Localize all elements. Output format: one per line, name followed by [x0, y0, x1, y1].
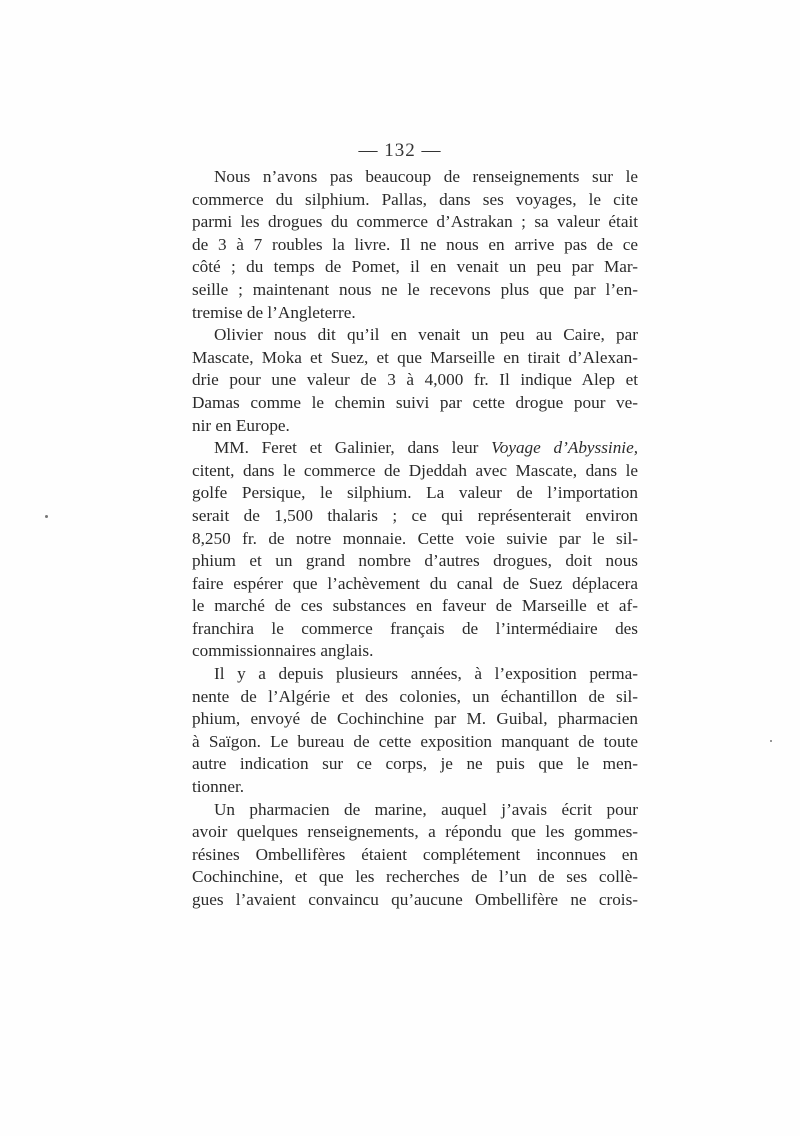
text-line: parmi les drogues du commerce d’Astrakan ; sa valeur était	[192, 212, 638, 232]
text-line: résines Ombellifères étaient complétement inconnues en	[192, 844, 638, 864]
paper-speck	[45, 515, 48, 518]
text-line: à Saïgon. Le bureau de cette exposition manquant de toute	[192, 731, 638, 751]
paragraph-2	[192, 324, 638, 437]
text-line: tionner.	[192, 777, 245, 797]
text-line: Nous n’avons pas beaucoup de renseignements sur le	[214, 167, 638, 186]
text-line: 8,250 fr. de notre monnaie. Cette voie suivie par le sil-	[192, 528, 638, 548]
paper-speck	[770, 740, 772, 742]
text-line: côté ; du temps de Pomet, il en venait un peu par Mar-	[192, 257, 638, 277]
text-line: Mascate, Moka et Suez, et que Marseille en tirait d’Alexan-	[192, 347, 638, 367]
text-line: Il y a depuis plusieurs années, à l’exposition perma-	[214, 664, 638, 684]
paragraph-5	[192, 799, 638, 912]
text-line: drie pour une valeur de 3 à 4,000 fr. Il indique Alep et	[192, 370, 638, 390]
text-line: le marché de ces substances en faveur de Marseille et af-	[192, 596, 638, 616]
text-line: commerce du silphium. Pallas, dans ses voyages, le cite	[192, 189, 638, 209]
text-line: de 3 à 7 roubles la livre. Il ne nous en arrive pas de ce	[192, 234, 638, 254]
text-line: avoir quelques renseignements, a répondu que les gommes-	[192, 822, 638, 842]
text-line: franchira le commerce français de l’intermédiaire des	[192, 618, 638, 638]
text-line: Damas comme le chemin suivi par cette drogue pour ve-	[192, 392, 638, 412]
paragraph-4	[192, 663, 638, 799]
text-line: nente de l’Algérie et des colonies, un échantillon de sil-	[192, 686, 638, 706]
text-line: phium et un grand nombre d’autres drogues, doit nous	[192, 551, 638, 571]
text-line: citent, dans le commerce de Djeddah avec Mascate, dans le	[192, 460, 638, 480]
text-line: serait de 1,500 thalaris ; ce qui représenterait environ	[192, 505, 638, 525]
paragraph-3	[192, 437, 638, 663]
body-text	[192, 166, 638, 912]
text-line: Olivier nous dit qu’il en venait un peu au Caire, par	[214, 325, 638, 345]
text-line: commissionnaires anglais.	[192, 641, 374, 661]
text-line: seille ; maintenant nous ne le recevons plus que par l’en-	[192, 279, 638, 299]
text-line: phium, envoyé de Cochinchine par M. Guibal, pharmacien	[192, 709, 638, 729]
book-title: Voyage d’Abyssinie,	[491, 438, 638, 458]
text-line: gues l’avaient convaincu qu’aucune Ombellifère ne crois-	[192, 890, 638, 909]
text-line: autre indication sur ce corps, je ne puis que le men-	[192, 754, 638, 774]
paragraph-1	[192, 166, 638, 324]
text-line	[192, 437, 638, 460]
text-line: golfe Persique, le silphium. La valeur de l’importation	[192, 483, 638, 503]
text-line: faire espérer que l’achèvement du canal de Suez déplacera	[192, 573, 638, 593]
text-segment: MM. Feret et Galinier, dans leur	[214, 438, 479, 458]
text-line: tremise de l’Angleterre.	[192, 302, 356, 322]
text-line: Cochinchine, et que les recherches de l’un de ses collè-	[192, 867, 638, 887]
text-line: Un pharmacien de marine, auquel j’avais écrit pour	[214, 799, 638, 819]
text-line: nir en Europe.	[192, 415, 290, 435]
page-number: — 132 —	[358, 140, 442, 161]
